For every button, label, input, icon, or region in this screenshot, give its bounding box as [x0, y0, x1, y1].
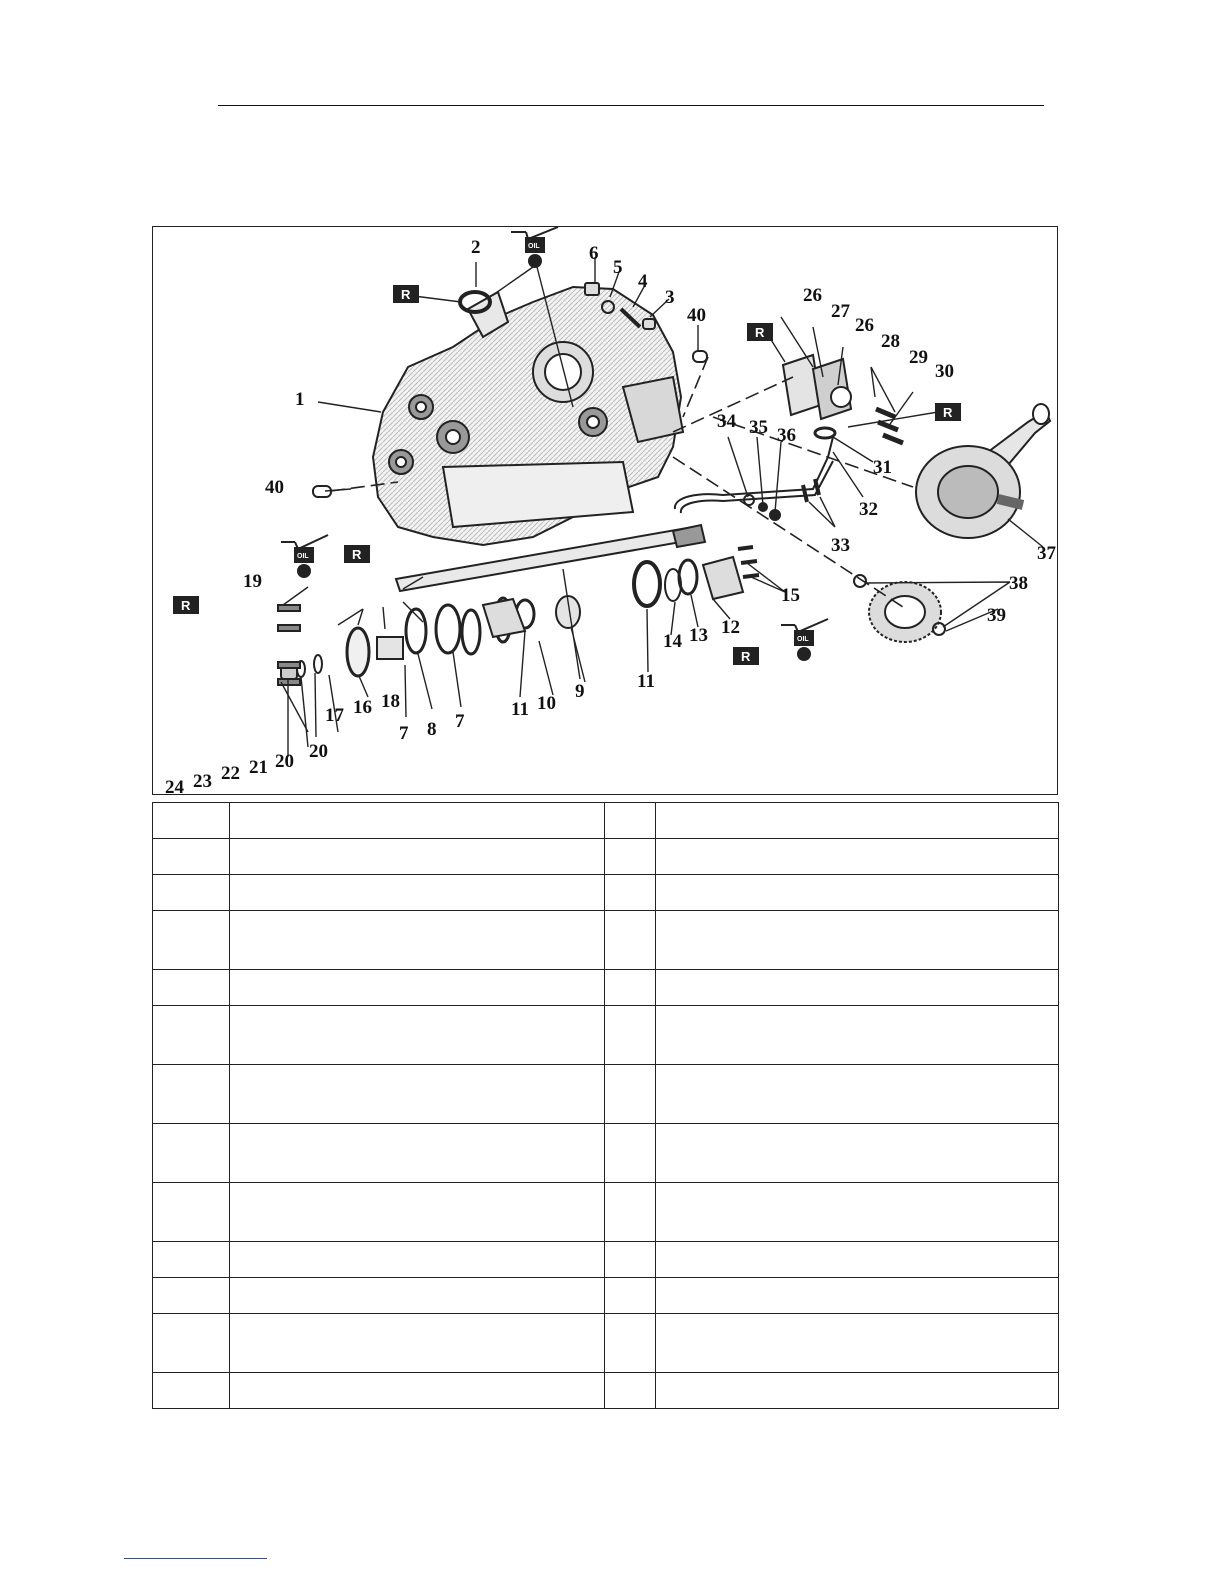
- item-no-cell: [605, 1278, 656, 1314]
- svg-text:OIL: OIL: [797, 636, 809, 643]
- callout-12: 11: [637, 671, 655, 692]
- part-name-cell: [230, 1124, 605, 1183]
- callout-1: 1: [295, 389, 305, 410]
- bearing-and-seal-stack: [278, 596, 580, 685]
- callout-20-top: 19: [243, 571, 262, 592]
- callout-5: 5: [613, 257, 623, 278]
- callout-35: 35: [749, 417, 768, 438]
- callout-27: 27: [831, 301, 850, 322]
- callout-24: 23: [193, 771, 212, 792]
- part-name-cell: [656, 911, 1059, 970]
- parts-list-table: [152, 802, 1059, 1409]
- part-name-cell: [230, 1006, 605, 1065]
- callout-8: 8: [427, 719, 437, 740]
- part-name-cell: [656, 1183, 1059, 1242]
- callout-15: 14: [663, 631, 682, 652]
- item-no-cell: [153, 1065, 230, 1124]
- callout-11: 11: [511, 699, 529, 720]
- callout-33: 33: [831, 535, 850, 556]
- callout-26-b: 26: [855, 315, 874, 336]
- callout-29: 29: [909, 347, 928, 368]
- crankshaft-assembly: [916, 404, 1050, 538]
- exploded-view-diagram: [153, 227, 1059, 796]
- svg-text:R: R: [755, 325, 765, 340]
- svg-text:R: R: [741, 649, 751, 664]
- table-row: [153, 1278, 1059, 1314]
- callout-18: 17: [325, 705, 344, 726]
- part-name-cell: [656, 875, 1059, 911]
- item-no-cell: [605, 803, 656, 839]
- svg-text:OIL: OIL: [528, 243, 540, 250]
- callout-4: 4: [638, 271, 648, 292]
- item-no-cell: [153, 1242, 230, 1278]
- item-no-cell: [605, 1314, 656, 1373]
- callout-25: 24: [165, 777, 184, 796]
- item-no-cell: [153, 911, 230, 970]
- part-name-cell: [656, 839, 1059, 875]
- table-row: [153, 1373, 1059, 1409]
- oil-can-icon: [511, 227, 558, 268]
- callout-6: 6: [589, 243, 599, 264]
- item-no-cell: [153, 1124, 230, 1183]
- item-no-cell: [605, 1373, 656, 1409]
- item-no-cell: [153, 1278, 230, 1314]
- item-no-cell: [605, 1006, 656, 1065]
- callout-30: 30: [935, 361, 954, 382]
- callout-7-right: 7: [455, 711, 465, 732]
- item-no-cell: [605, 1242, 656, 1278]
- replace-badge-icon: [344, 545, 370, 563]
- part-name-cell: [230, 875, 605, 911]
- table-row: [153, 1242, 1059, 1278]
- callout-9: 9: [575, 681, 585, 702]
- part-name-cell: [656, 1373, 1059, 1409]
- item-no-cell: [605, 1065, 656, 1124]
- table-row: [153, 1183, 1059, 1242]
- callout-2: 2: [471, 237, 481, 258]
- callout-20-bottom: 20: [309, 741, 328, 762]
- header-rule: [218, 105, 1044, 106]
- callout-37: 37: [1037, 543, 1056, 564]
- item-no-cell: [605, 1183, 656, 1242]
- part-name-cell: [230, 911, 605, 970]
- svg-text:OIL: OIL: [297, 553, 309, 560]
- callout-28: 28: [881, 331, 900, 352]
- svg-text:R: R: [352, 547, 362, 562]
- item-no-cell: [605, 875, 656, 911]
- table-row: [153, 839, 1059, 875]
- oil-can-icon: [781, 619, 828, 661]
- callout-19: 18: [381, 691, 400, 712]
- callout-10: 10: [537, 693, 556, 714]
- replace-badge-icon: [935, 403, 961, 421]
- callout-23: 22: [221, 763, 240, 784]
- part-name-cell: [656, 1242, 1059, 1278]
- table-row: [153, 970, 1059, 1006]
- part-name-cell: [230, 1373, 605, 1409]
- callout-17: 16: [353, 697, 372, 718]
- replace-badge-icon: [733, 647, 759, 665]
- item-no-cell: [605, 911, 656, 970]
- part-name-cell: [230, 803, 605, 839]
- part-name-cell: [230, 1314, 605, 1373]
- part-name-cell: [656, 803, 1059, 839]
- svg-text:R: R: [943, 405, 953, 420]
- table-row: [153, 1124, 1059, 1183]
- item-no-cell: [153, 1373, 230, 1409]
- balancer-gear-part: [854, 575, 945, 642]
- part-name-cell: [230, 1278, 605, 1314]
- callout-13: 12: [721, 617, 740, 638]
- part-name-cell: [656, 1278, 1059, 1314]
- item-no-cell: [153, 1183, 230, 1242]
- footnote-rule: [124, 1558, 267, 1559]
- table-row: [153, 875, 1059, 911]
- table-row: [153, 803, 1059, 839]
- replace-badge-icon: [747, 323, 773, 341]
- callout-40-upper: 40: [687, 305, 706, 326]
- part-name-cell: [656, 970, 1059, 1006]
- output-bearing-stack: [634, 547, 759, 606]
- table-row: [153, 1065, 1059, 1124]
- item-no-cell: [605, 839, 656, 875]
- callout-32: 32: [859, 499, 878, 520]
- part-name-cell: [230, 1065, 605, 1124]
- oil-can-icon: [281, 535, 328, 578]
- part-name-cell: [230, 970, 605, 1006]
- part-name-cell: [230, 839, 605, 875]
- table-row: [153, 1314, 1059, 1373]
- part-name-cell: [230, 1242, 605, 1278]
- part-name-cell: [656, 1065, 1059, 1124]
- svg-text:R: R: [401, 287, 411, 302]
- callout-14: 13: [689, 625, 708, 646]
- item-no-cell: [605, 1124, 656, 1183]
- callout-40-lower: 40: [265, 477, 284, 498]
- item-no-cell: [153, 1314, 230, 1373]
- item-no-cell: [605, 970, 656, 1006]
- callout-38: 38: [1009, 573, 1028, 594]
- callout-39: 39: [987, 605, 1006, 626]
- exploded-view-figure: [152, 226, 1058, 795]
- callout-22: 21: [249, 757, 268, 778]
- item-no-cell: [153, 839, 230, 875]
- callout-31: 31: [873, 457, 892, 478]
- replace-badge-icon: [173, 596, 199, 614]
- callout-21: 20: [275, 751, 294, 772]
- item-no-cell: [153, 803, 230, 839]
- item-no-cell: [153, 970, 230, 1006]
- part-name-cell: [656, 1124, 1059, 1183]
- part-name-cell: [230, 1183, 605, 1242]
- oil-pump-assembly: [783, 355, 903, 443]
- replace-badge-icon: [393, 285, 419, 303]
- callout-3: 3: [665, 287, 675, 308]
- table-row: [153, 1006, 1059, 1065]
- part-name-cell: [656, 1314, 1059, 1373]
- callout-16: 15: [781, 585, 800, 606]
- svg-text:R: R: [181, 598, 191, 613]
- item-no-cell: [153, 875, 230, 911]
- callout-26-a: 26: [803, 285, 822, 306]
- callout-34: 34: [717, 411, 736, 432]
- callout-36: 36: [777, 425, 796, 446]
- callout-7-left: 7: [399, 723, 409, 744]
- table-row: [153, 911, 1059, 970]
- item-no-cell: [153, 1006, 230, 1065]
- part-name-cell: [656, 1006, 1059, 1065]
